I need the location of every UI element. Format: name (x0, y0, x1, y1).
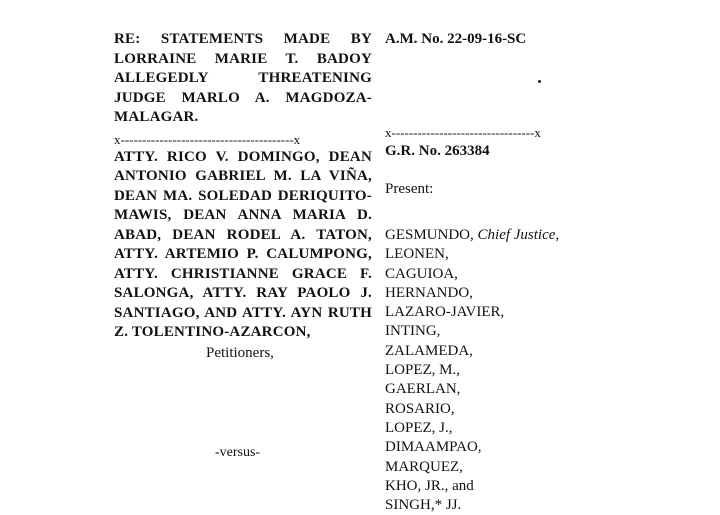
justice-entry (385, 458, 559, 477)
justice-name: KHO, JR., and (385, 477, 474, 494)
justice-name: INTING, (385, 323, 441, 340)
justice-name: GAERLAN, (385, 381, 461, 398)
justice-entry (385, 400, 559, 419)
justice-entry (385, 322, 559, 341)
versus-label: -versus- (215, 445, 261, 460)
justice-entry (385, 284, 559, 303)
left-column (114, 30, 372, 362)
present-label: Present: (385, 181, 434, 197)
justice-entry (385, 265, 559, 284)
case1-title: RE: STATEMENTS MADE BY LORRAINE MARIE T. BADOY ALLEGEDLY THREATENING JUDGE MARLO A. MAGDOZA-MALAGAR. (114, 31, 372, 125)
bench-list (385, 226, 559, 515)
case2-number: G.R. No. 263384 (385, 143, 490, 159)
separator-right: x---------------------------------x (385, 125, 541, 140)
justice-entry (385, 477, 559, 496)
justice-entry (385, 342, 559, 361)
justice-title: Chief Justice, (477, 227, 560, 243)
justice-name: MARQUEZ, (385, 458, 463, 475)
justice-entry (385, 496, 559, 515)
justice-name: ZALAMEDA, (385, 342, 473, 359)
justice-name: SINGH,* JJ. (385, 497, 462, 514)
justice-name: CAGUIOA, (385, 265, 458, 282)
justice-name: LEONEN, (385, 246, 449, 263)
justice-entry (385, 380, 559, 399)
justice-name: HERNANDO, (385, 284, 473, 301)
petitioners-role: Petitioners, (206, 344, 274, 361)
ink-dot (538, 80, 541, 83)
justice-entry (385, 303, 559, 322)
justice-name: LOPEZ, J., (385, 419, 453, 436)
justice-entry (385, 361, 559, 380)
justice-entry (385, 245, 559, 264)
justice-name: GESMUNDO, (385, 227, 474, 243)
justice-name: ROSARIO, (385, 400, 455, 417)
case1-number: A.M. No. 22-09-16-SC (385, 31, 527, 47)
justice-name: LOPEZ, M., (385, 362, 460, 379)
justice-name: LAZARO-JAVIER, (385, 304, 505, 321)
justice-entry (385, 226, 559, 245)
justice-entry (385, 419, 559, 438)
separator-left: x----------------------------------------x (114, 131, 301, 147)
case2-petitioners: ATTY. RICO V. DOMINGO, DEAN ANTONIO GABRIEL M. LA VIÑA, DEAN MA. SOLEDAD DERIQUITO-MAWIS, DEAN ANNA MARIA D. ABAD, DEAN RODEL A. TATON, ATTY. ARTEMIO P. CALUMPONG, ATTY. CHRISTIANNE GRACE F. SALONGA, ATTY. RAY PAOLO J. SANTIAGO, AND ATTY. AYN RUTH Z. TOLENTINO-AZARCON, (114, 148, 372, 340)
justice-entry (385, 438, 559, 457)
justice-name: DIMAAMPAO, (385, 439, 482, 456)
